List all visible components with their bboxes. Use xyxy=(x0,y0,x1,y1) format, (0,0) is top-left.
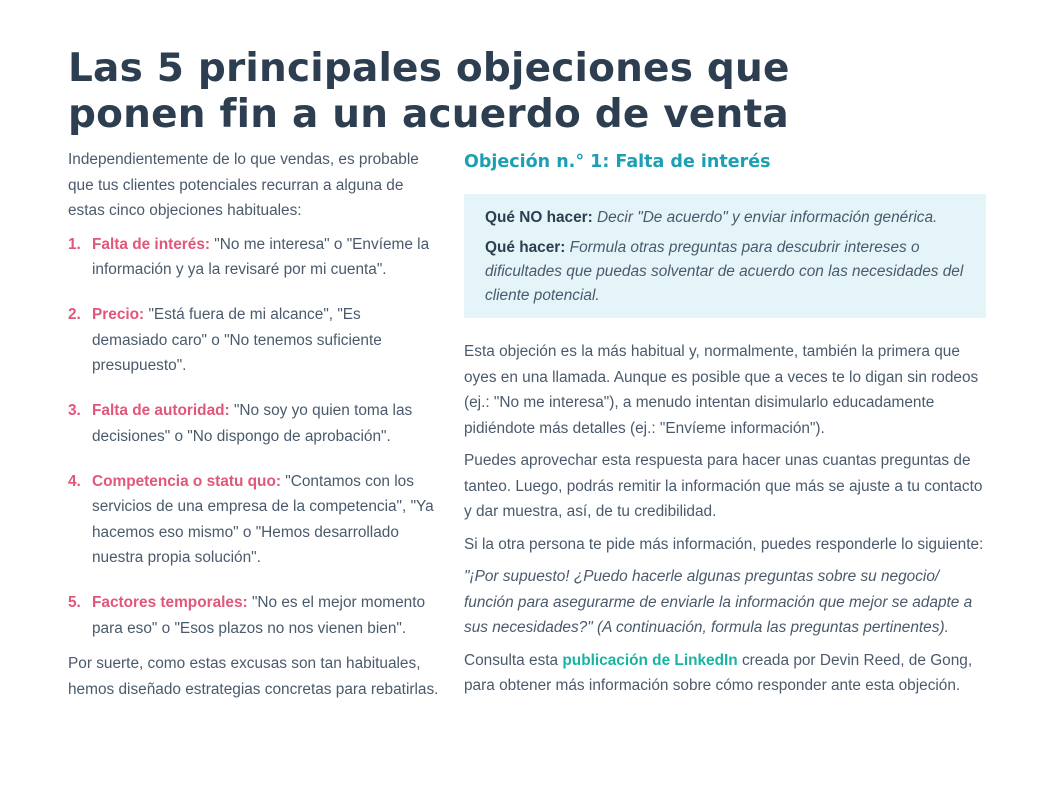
section-body xyxy=(464,339,989,699)
objection-number: 4. xyxy=(68,472,81,490)
objection-number: 2. xyxy=(68,306,81,323)
linkedin-link[interactable]: publicación de LinkedIn xyxy=(562,651,738,669)
objection-term: Falta de interés: xyxy=(92,235,211,253)
right-column xyxy=(464,148,989,706)
advice-box xyxy=(464,194,986,318)
paragraph-3: Si la otra persona te pide más información, puedes responderle lo siguiente: xyxy=(464,535,984,553)
dont-label: Qué NO hacer: xyxy=(485,209,593,226)
objection-text: "No me interesa" o "Envíeme la información y ya la revisaré por mi cuenta". xyxy=(92,235,430,278)
objection-number: 5. xyxy=(68,594,81,611)
page-title xyxy=(68,46,968,138)
dont-text: Decir "De acuerdo" y enviar información genérica. xyxy=(592,209,938,226)
objection-number: 1. xyxy=(68,235,81,253)
dont-row xyxy=(485,206,966,230)
objection-term: Competencia o statu quo: xyxy=(92,472,281,490)
title-line-1: Las 5 principales objeciones que xyxy=(68,46,790,91)
objection-text: "Está fuera de mi alcance", "Es demasiado caro" o "No tenemos suficiente presupuesto". xyxy=(92,306,382,374)
objection-item-3 xyxy=(68,398,440,449)
p4-after: creada por Devin Reed, de Gong, para obtener más información sobre cómo responder ante esta objeción. xyxy=(464,651,973,694)
objection-item-1 xyxy=(68,232,440,283)
paragraph-1: Esta objeción es la más habitual y, normalmente, también la primera que oyes en una llamada. Aunque es posible que a veces te lo digan sin rodeos (ej.: "No me interesa"), a menudo intentan disimularlo educadamente pidiéndote más detalles (ej.: "Envíeme información"). xyxy=(464,343,979,437)
paragraph-4 xyxy=(464,648,989,699)
objection-item-4 xyxy=(68,469,440,571)
objection-text: "Contamos con los servicios de una empresa de la competencia", "Ya hacemos eso mismo" o "Hemos desarrollado nuestra propia solución". xyxy=(92,472,434,566)
objection-item-2 xyxy=(68,302,440,379)
objection-text: "No es el mejor momento para eso" o "Esos plazos no nos vienen bien". xyxy=(92,594,426,637)
objection-number: 3. xyxy=(68,402,81,419)
paragraph-2: Puedes aprovechar esta respuesta para hacer unas cuantas preguntas de tanteo. Luego, podrás remitir la información que más se ajuste a tu contacto y dar muestra, así, de tu credibilidad. xyxy=(464,452,983,520)
title-line-2: ponen fin a un acuerdo de venta xyxy=(68,92,789,137)
do-row xyxy=(485,236,966,308)
objection-term: Factores temporales: xyxy=(92,594,248,611)
objection-term: Falta de autoridad: xyxy=(92,402,230,419)
objection-item-5 xyxy=(68,590,440,641)
do-text: Formula otras preguntas para descubrir intereses o dificultades que puedas solventar de acuerdo con las necesidades del cliente potencial. xyxy=(485,239,964,304)
quote-paragraph: "¡Por supuesto! ¿Puedo hacerle algunas preguntas sobre su negocio/ función para asegurarme de enviarle la información que mejor se adapte a sus necesidades?" (A continuación, formula las preguntas pertinentes). xyxy=(464,568,973,636)
section-heading: Objeción n.° 1: Falta de interés xyxy=(464,152,771,172)
left-column xyxy=(68,147,440,702)
outro-paragraph: Por suerte, como estas excusas son tan habituales, hemos diseñado estrategias concretas para rebatirlas. xyxy=(68,655,439,698)
objection-term: Precio: xyxy=(92,306,145,323)
intro-paragraph: Independientemente de lo que vendas, es probable que tus clientes potenciales recurran a alguna de estas cinco objeciones habituales: xyxy=(68,151,419,219)
objections-list xyxy=(68,232,440,642)
objection-text: "No soy yo quien toma las decisiones" o "No dispongo de aprobación". xyxy=(92,402,413,445)
do-label: Qué hacer: xyxy=(485,239,566,256)
p4-before: Consulta esta xyxy=(464,651,563,669)
